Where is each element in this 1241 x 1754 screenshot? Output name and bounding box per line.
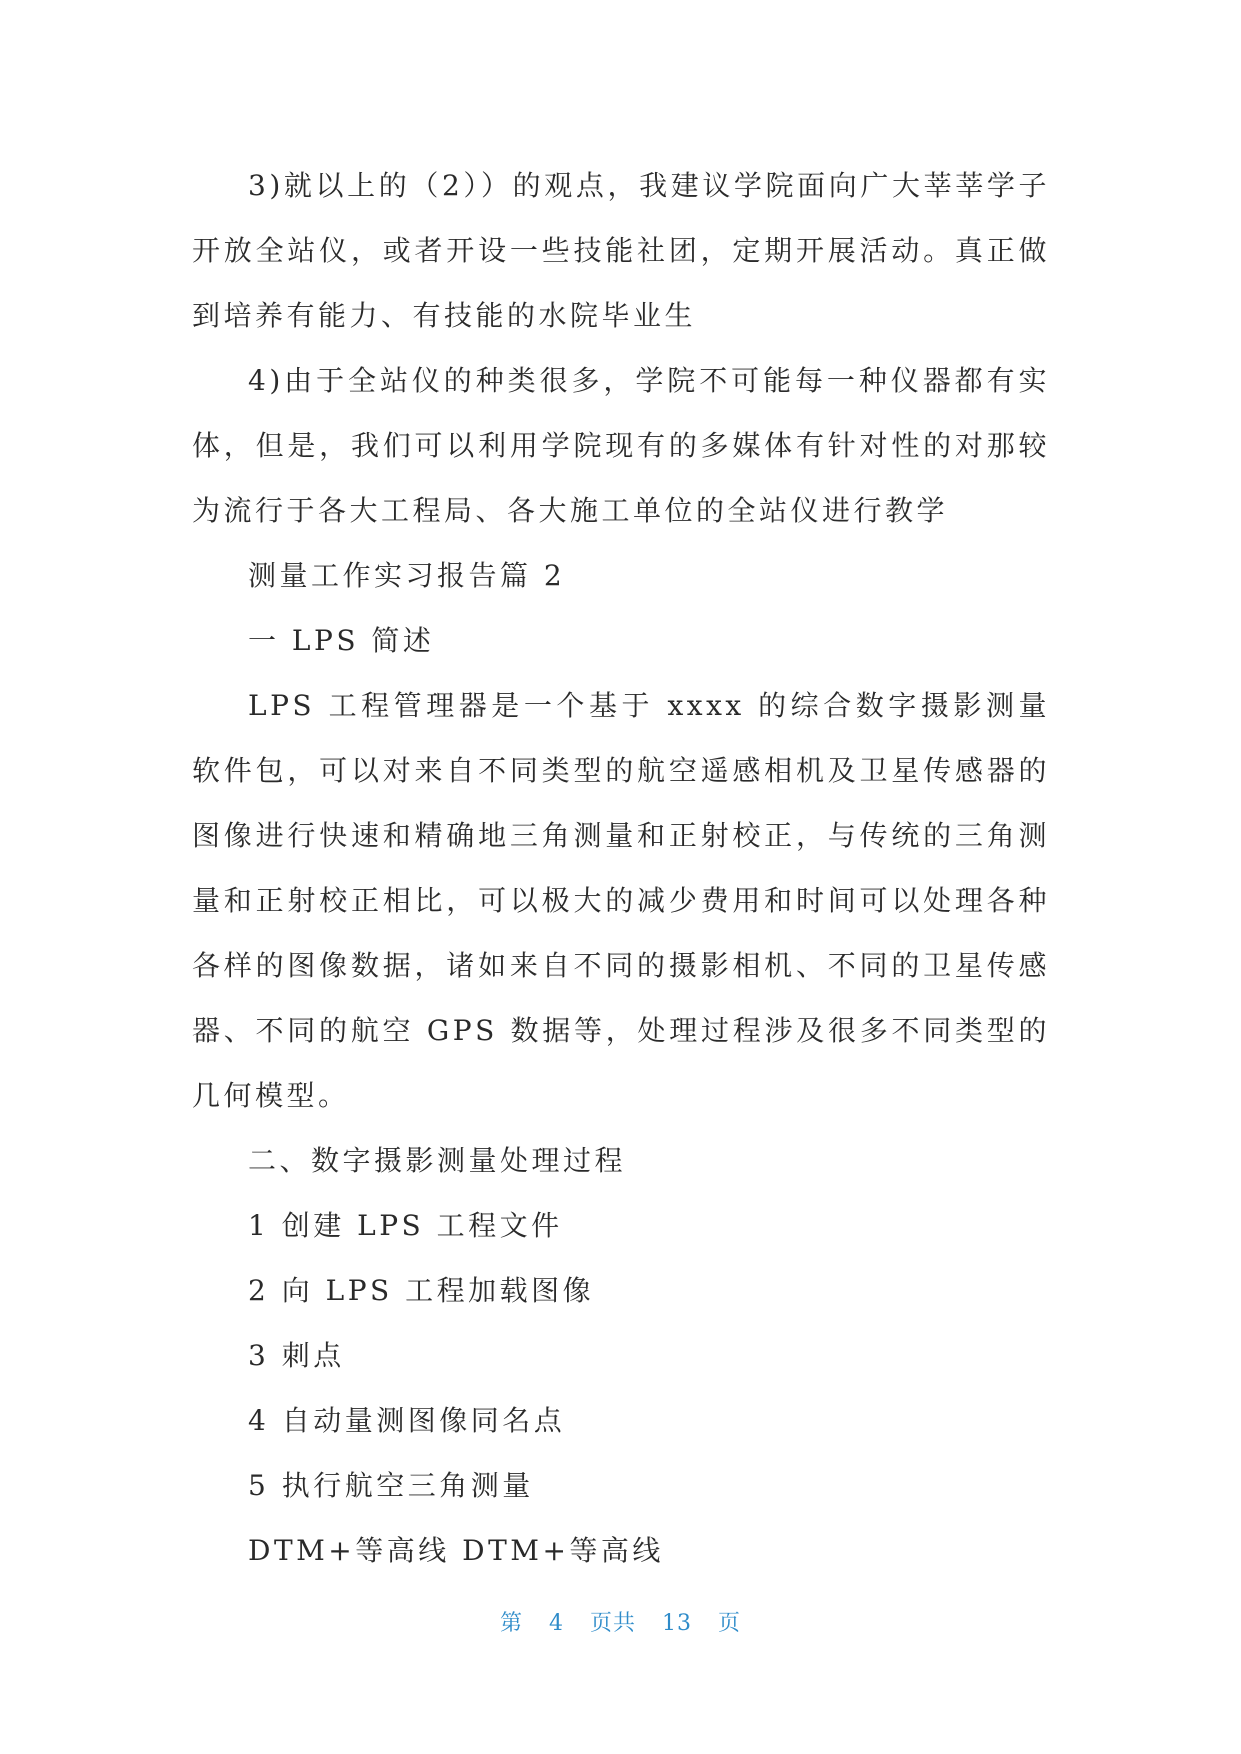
total-pages-number: 13 <box>662 1611 692 1636</box>
paragraph-suggestion-4: 4)由于全站仪的种类很多，学院不可能每一种仪器都有实体，但是，我们可以利用学院现有的多媒体有针对性的对那较为流行于各大工程局、各大施工单位的全站仪进行教学 <box>192 364 1050 527</box>
current-page-number: 4 <box>548 1611 564 1636</box>
heading-processing-steps: 二、数字摄影测量处理过程 <box>248 1144 627 1177</box>
footer-mid: 页共 <box>589 1611 636 1636</box>
step-item: 3 刺点 <box>248 1339 345 1372</box>
footer-prefix: 第 <box>499 1611 523 1636</box>
step-item: 1 创建 LPS 工程文件 <box>248 1209 563 1242</box>
step-item: DTM+等高线 DTM+等高线 <box>248 1534 664 1567</box>
footer-suffix: 页 <box>718 1611 742 1636</box>
paragraph-lps-description: LPS 工程管理器是一个基于 xxxx 的综合数字摄影测量软件包，可以对来自不同类型的航空遥感相机及卫星传感器的图像进行快速和精确地三角测量和正射校正，与传统的三角测量和正射校正相比，可以极大的减少费用和时间可以处理各种各样的图像数据，诸如来自不同的摄影相机、不同的卫星传感器、不同的航空 GPS 数据等，处理过程涉及很多不同类型的几何模型。 <box>192 689 1050 1112</box>
step-item: 2 向 LPS 工程加载图像 <box>248 1274 595 1307</box>
paragraph-suggestion-3: 3)就以上的（2））的观点，我建议学院面向广大莘莘学子开放全站仪，或者开设一些技能社团，定期开展活动。真正做到培养有能力、有技能的水院毕业生 <box>192 169 1050 332</box>
step-item: 5 执行航空三角测量 <box>248 1469 534 1502</box>
step-item: 4 自动量测图像同名点 <box>248 1404 566 1437</box>
section-title-report-2: 测量工作实习报告篇 2 <box>248 559 566 592</box>
heading-lps-overview: 一 LPS 简述 <box>248 624 435 657</box>
page-footer <box>0 1606 1241 1637</box>
document-body <box>192 153 1050 1583</box>
